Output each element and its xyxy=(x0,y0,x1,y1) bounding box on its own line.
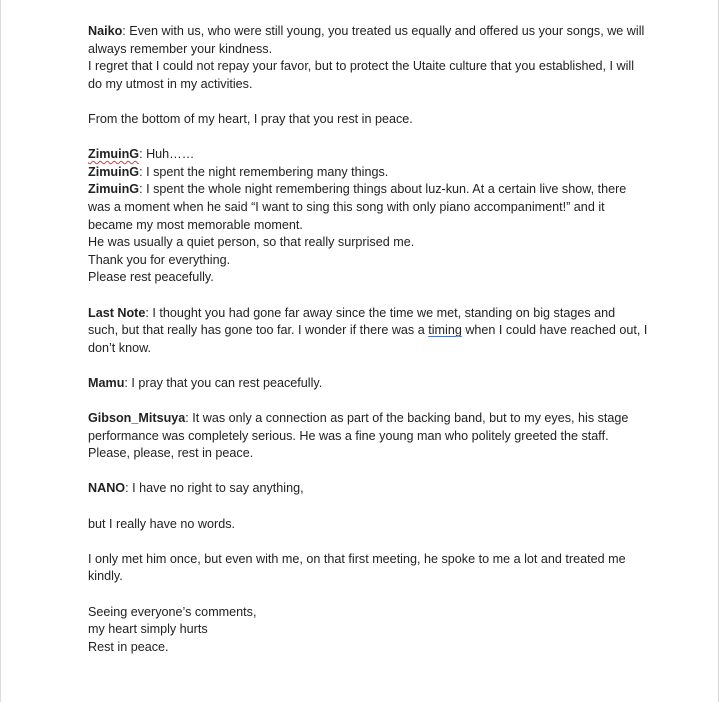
comment-text: I spent the night remembering many things. xyxy=(146,164,389,179)
naiko-comment xyxy=(88,23,648,58)
comment-text: I pray that you can rest peacefully. xyxy=(131,375,323,390)
name-separator: : xyxy=(124,375,132,390)
name-separator: : xyxy=(139,147,147,162)
grammar-suggestion-word[interactable]: timing xyxy=(428,323,462,338)
paragraph-gap xyxy=(88,287,648,305)
gibson-comment xyxy=(88,410,648,445)
commenter-name: Naiko xyxy=(88,24,123,38)
mamu-comment xyxy=(88,375,648,393)
commenter-name: ZimuinG xyxy=(88,164,140,179)
paragraph-gap xyxy=(88,533,648,551)
commenter-name: NANO xyxy=(88,481,126,496)
comment-line: From the bottom of my heart, I pray that you rest in peace. xyxy=(88,111,413,126)
commenter-name: Last Note xyxy=(88,305,146,320)
name-separator: : xyxy=(139,182,147,197)
nano-comment xyxy=(88,480,648,498)
commenter-name: ZimuinG xyxy=(88,182,140,197)
comment-line: I regret that I could not repay your favor, but to protect the Utaite culture that you established, I will do my utmost in my activities. xyxy=(88,59,635,91)
last-note-comment xyxy=(88,305,648,358)
commenter-name: Mamu xyxy=(88,375,125,390)
comment-line: Please rest peacefully. xyxy=(88,270,214,285)
paragraph-gap xyxy=(88,129,648,147)
comment-text: Even with us, who were still young, you treated us equally and offered us your songs, we will always remember your kindness. xyxy=(88,24,645,56)
paragraph-gap xyxy=(88,93,648,111)
name-separator: : xyxy=(145,305,153,320)
commenter-name: Gibson_Mitsuya xyxy=(88,411,186,426)
comment-line: my heart simply hurts xyxy=(88,622,208,637)
zimuing-comment-2 xyxy=(88,164,648,182)
comment-text: I thought you had gone far away since the time we met, standing on big stages and such, but that really has gone too far. I wonder if there was a xyxy=(88,305,616,338)
document-body xyxy=(88,23,648,656)
paragraph-gap xyxy=(88,357,648,375)
comment-line: I only met him once, but even with me, on that first meeting, he spoke to me a lot and treated me kindly. xyxy=(88,551,626,584)
name-separator: : xyxy=(139,164,147,179)
comment-line: Rest in peace. xyxy=(88,639,169,654)
paragraph-gap xyxy=(88,392,648,410)
comment-line: He was usually a quiet person, so that really surprised me. xyxy=(88,235,415,250)
zimuing-comment-1 xyxy=(88,146,648,164)
paragraph-gap xyxy=(88,586,648,604)
comment-line: Seeing everyone’s comments, xyxy=(88,604,257,619)
comment-line: Please, please, rest in peace. xyxy=(88,446,254,461)
comment-line: but I really have no words. xyxy=(88,516,236,531)
paragraph-gap xyxy=(88,463,648,481)
comment-text: I have no right to say anything, xyxy=(132,481,304,496)
name-separator: : xyxy=(125,481,133,496)
name-separator: : xyxy=(185,411,193,426)
paragraph-gap xyxy=(88,498,648,516)
commenter-name: ZimuinG xyxy=(88,147,140,162)
comment-text: I spent the whole night remembering things about luz-kun. At a certain live show, there was a moment when he said “I want to sing this song with only piano accompaniment!” and it became my most memorable moment. xyxy=(88,182,627,232)
comment-text: when I could have reached out, I don’t know. xyxy=(88,323,648,355)
comment-line: Thank you for everything. xyxy=(88,252,231,267)
zimuing-comment-3 xyxy=(88,181,648,234)
comment-text: It was only a connection as part of the backing band, but to my eyes, his stage performance was completely serious. He was a fine young man who politely greeted the staff. xyxy=(88,411,629,443)
comment-text: Huh…… xyxy=(146,147,195,162)
name-separator: : xyxy=(122,24,130,38)
